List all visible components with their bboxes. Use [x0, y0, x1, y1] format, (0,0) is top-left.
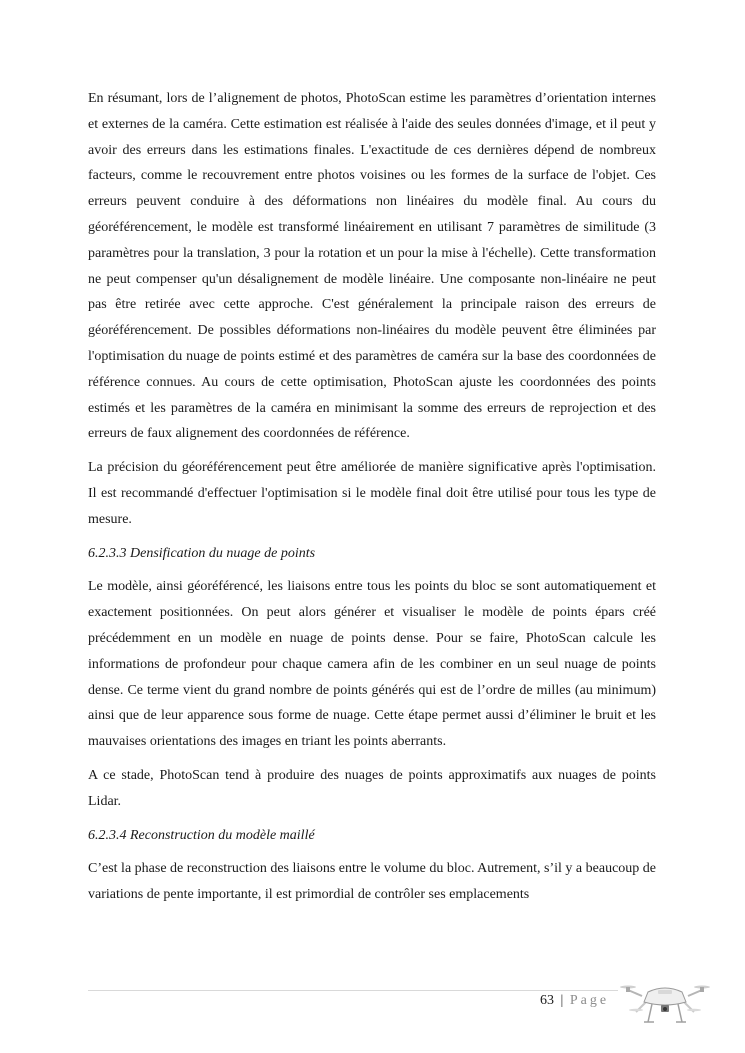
- page-label: Page: [569, 993, 610, 1008]
- page-number: 63: [540, 993, 554, 1008]
- section-heading-densification: 6.2.3.3 Densification du nuage de points: [88, 545, 316, 561]
- page-footer: [540, 991, 609, 1011]
- paragraph-mesh-reconstruction: C’est la phase de reconstruction des liaisons entre le volume du bloc. Autrement, s’il y a beaucoup de variations de pente importante, il est primordial de contrôler ses emplacements: [88, 861, 657, 903]
- paragraph-densification: Le modèle, ainsi géoréférencé, les liaisons entre tous les points du bloc se sont automatiquement et exactement positionnées. On peut alors générer et visualiser le modèle de points épars créé précédemment en un modèle en nuage de points dense. Pour se faire, PhotoScan calcule les informations de profondeur pour chaque camera afin de les combiner en un seul nuage de points dense. Ce terme vient du grand nombre de points générés qui est de l’ordre de milles (au minimum) ainsi que de leur apparence sous forme de nuage. Cette étape permet aussi d’éliminer le bruit et les mauvaises orientations des images en triant les points aberrants.: [88, 579, 656, 750]
- page-body: [88, 86, 656, 916]
- paragraph-georeferencing-precision: La précision du géoréférencement peut être améliorée de manière significative après l'optimisation. Il est recommandé d'effectuer l'optimisation si le modèle final doit être utilisé pour tous les type de mesure.: [88, 460, 656, 527]
- footer-divider: [88, 990, 618, 991]
- paragraph-alignment-errors: En résumant, lors de l’alignement de photos, PhotoScan estime les paramètres d’orientation internes et externes de la caméra. Cette estimation est réalisée à l'aide des seules données d'image, et il peut y avoir des erreurs dans les estimations finales. L'exactitude de ces dernières dépend de nombreux facteurs, comme le recouvrement entre photos voisines ou les formes de la surface de l'objet. Ces erreurs peuvent conduire à des déformations non linéaires du modèle final. Au cours du géoréférencement, le modèle est transformé linéairement en utilisant 7 paramètres de similitude (3 paramètres pour la translation, 3 pour la rotation et un pour la mise à l'échelle). Cette transformation ne peut compenser qu'un désalignement de modèle linéaire. Une composante non-linéaire ne peut pas être retirée avec cette approche. C'est généralement la principale raison des erreurs de géoréférencement. De possibles déformations non-linéaires du modèle peuvent être éliminées par l'optimisation du nuage de points estimé et des paramètres de caméra sur la base des coordonnées de référence connues. Au cours de cette optimisation, PhotoScan ajuste les coordonnées des points estimés et les paramètres de la caméra en minimisant la somme des erreurs de reprojection et des erreurs de faux alignement des coordonnées de référence.: [88, 91, 656, 442]
- page-separator: |: [560, 993, 564, 1008]
- drone-icon: [620, 972, 710, 1028]
- section-heading-mesh-reconstruction: 6.2.3.4 Reconstruction du modèle maillé: [88, 827, 315, 843]
- paragraph-lidar-comparison: A ce stade, PhotoScan tend à produire des nuages de points approximatifs aux nuages de points Lidar.: [88, 767, 656, 809]
